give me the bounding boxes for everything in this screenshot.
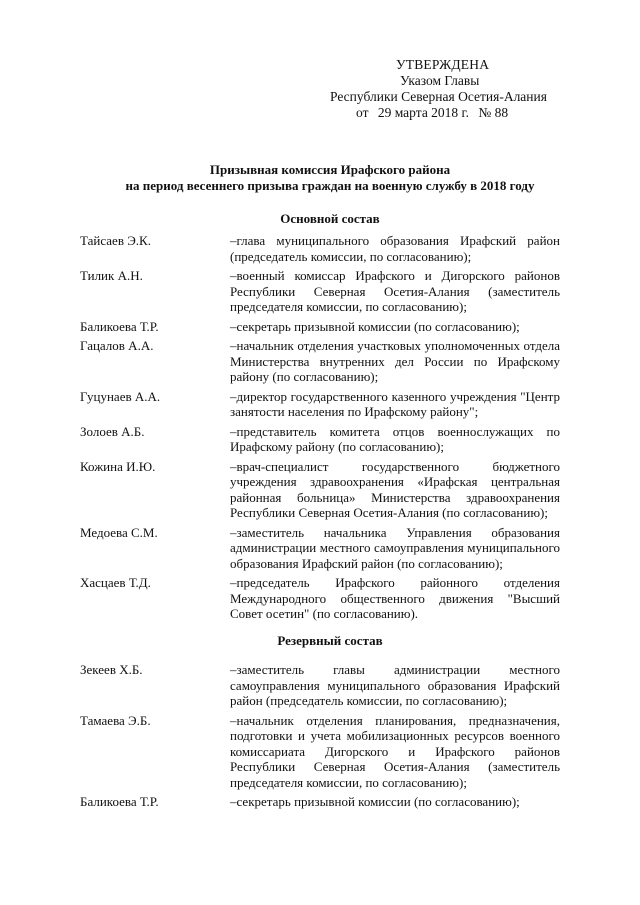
- member-row: [80, 525, 560, 572]
- approval-status: УТВЕРЖДЕНА: [396, 57, 490, 72]
- member-role: –начальник отделения планирования, предназначения, подготовки и учета мобилизационных ресурсов военного комиссариата Дигорского и Ирафского районов Республики Северная Осетия-Алания (заместитель председателя комиссии, по согласованию);: [230, 712, 560, 790]
- member-name: Баликоева Т.Р.: [80, 318, 159, 334]
- approval-block: [300, 57, 590, 121]
- approval-date-prefix: от: [356, 105, 369, 120]
- member-row: [80, 794, 560, 810]
- member-role: –заместитель главы администрации местного самоуправления муниципального образования Ирафский район (председатель комиссии, по согласованию);: [230, 662, 560, 708]
- document-title: [70, 162, 590, 194]
- member-row: [80, 268, 560, 315]
- member-row: [80, 424, 560, 455]
- approval-decree: Указом Главы: [400, 73, 480, 88]
- member-role: –секретарь призывной комиссии (по согласованию);: [230, 794, 520, 809]
- member-role: –председатель Ирафского районного отделения Международного общественного движения "Высший Совет осетин" (по согласованию).: [230, 575, 560, 621]
- member-role: –врач-специалист государственного бюджетного учреждения здравоохранения «Ирафская центральная районная больница» Министерства здравоохранения Республики Северная Осетия-Алания (по согласованию);: [230, 458, 560, 520]
- main-roster: [80, 233, 560, 626]
- member-role: –директор государственного казенного учреждения "Центр занятости населения по Ирафскому району";: [230, 388, 560, 419]
- member-name: Тилик А.Н.: [80, 268, 143, 283]
- member-name: Тамаева Э.Б.: [80, 712, 151, 728]
- member-name: Гацалов А.А.: [80, 338, 154, 353]
- member-row: [80, 713, 560, 791]
- member-row: [80, 575, 560, 622]
- member-role: –секретарь призывной комиссии (по согласованию);: [230, 318, 520, 334]
- member-name: Баликоева Т.Р.: [80, 794, 159, 809]
- document-title-line2: на период весеннего призыва граждан на военную службу в 2018 году: [125, 178, 535, 193]
- member-name: Кожина И.Ю.: [80, 458, 156, 474]
- member-name: Зекеев Х.Б.: [80, 662, 143, 677]
- member-name: Гуцунаев А.А.: [80, 388, 161, 404]
- main-section-heading: Основной состав: [280, 211, 380, 226]
- member-row: [80, 319, 560, 335]
- member-role: –начальник отделения участковых уполномоченных отдела Министерства внутренних дел России по Ирафскому району (по согласованию);: [230, 338, 560, 384]
- member-name: Хасцаев Т.Д.: [80, 575, 151, 590]
- member-name: Медоева С.М.: [80, 524, 158, 540]
- member-name: Тайсаев Э.К.: [80, 233, 151, 248]
- member-row: [80, 338, 560, 385]
- member-role: –заместитель начальника Управления образования администрации местного самоуправления муниципального образования Ирафский район (по согласованию);: [230, 524, 560, 571]
- member-row: [80, 459, 560, 521]
- reserve-roster: [80, 662, 560, 814]
- member-role: –представитель комитета отцов военнослужащих по Ирафскому району (по согласованию);: [230, 423, 560, 454]
- member-row: [80, 662, 560, 709]
- document-title-line1: Призывная комиссия Ирафского района: [209, 162, 451, 177]
- member-row: [80, 389, 560, 420]
- member-row: [80, 233, 560, 264]
- reserve-section-heading: Резервный состав: [277, 633, 383, 648]
- member-role: –военный комиссар Ирафского и Дигорского районов Республики Северная Осетия-Алания (заместитель председателя комиссии, по согласованию);: [230, 268, 560, 314]
- approval-date-line: [356, 105, 590, 121]
- approval-date: 29 марта 2018 г.: [377, 105, 469, 120]
- approval-number: № 88: [478, 105, 509, 120]
- member-name: Золоев А.Б.: [80, 423, 145, 439]
- member-role: –глава муниципального образования Ирафский район (председатель комиссии, по согласованию);: [230, 233, 560, 264]
- approval-republic: Республики Северная Осетия-Алания: [330, 89, 547, 104]
